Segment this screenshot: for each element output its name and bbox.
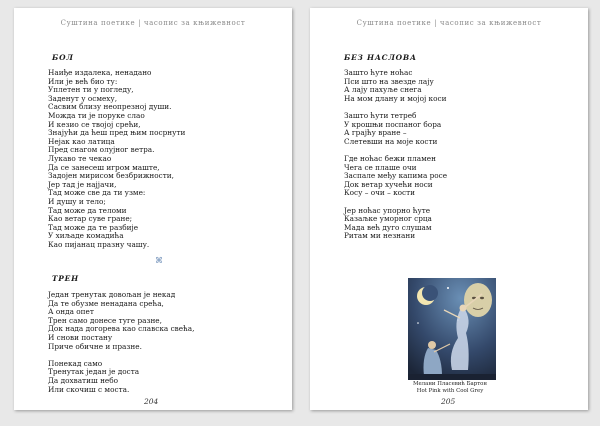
poem-verse bbox=[48, 291, 194, 394]
running-header: Суштина поетике | часопис за књижевност bbox=[356, 19, 542, 27]
verse-line: Можда ти је поруке слао bbox=[48, 110, 145, 120]
verse-line: Пред снагом олујног ветра. bbox=[48, 145, 155, 155]
poem-title: БОЛ bbox=[52, 53, 74, 62]
running-header: Суштина поетике | часопис за књижевност bbox=[60, 19, 246, 27]
verse-line: А онда опет bbox=[48, 307, 94, 317]
verse-line: У крошњи поспаног бора bbox=[344, 119, 442, 129]
verse-line: Заденут у осмеху, bbox=[48, 93, 118, 103]
verse-line: Или је већ био ту: bbox=[48, 76, 118, 86]
left-page bbox=[14, 8, 292, 410]
verse-line: А лају пахуље снега bbox=[344, 85, 422, 95]
verse-line: Јер тад је најјачи, bbox=[48, 179, 117, 189]
verse-line: Казаљке уморног срца bbox=[344, 214, 432, 224]
verse-line: Тренутак један је доста bbox=[48, 367, 140, 377]
verse-line: Лукаво те чекао bbox=[48, 153, 112, 163]
verse-line: Зашто ћути тетреб bbox=[344, 110, 417, 120]
verse-line: Знајући да ћеш пред њим посрнути bbox=[48, 128, 186, 138]
verse-line: Док нада догорева као славска свећа, bbox=[48, 324, 195, 334]
verse-line: Тад може све да ти узме: bbox=[48, 188, 146, 198]
poem-verse bbox=[344, 69, 447, 241]
verse-line: У хиљаде комадића bbox=[48, 231, 124, 241]
verse-line: Уплетен ти у погледу, bbox=[48, 85, 134, 95]
verse-line: Тад може да теломи bbox=[48, 205, 127, 215]
verse-line: Зашто ћуте ноћас bbox=[344, 68, 413, 77]
verse-line: Приче обичне и празне. bbox=[48, 341, 142, 351]
verse-line: И снови постану bbox=[48, 332, 113, 342]
verse-line: Слетевши на моје кости bbox=[344, 136, 438, 146]
caption-artist: Мелани Пласевић Бартон bbox=[412, 381, 488, 387]
right-page bbox=[310, 8, 588, 410]
verse-line: А грајћу вране – bbox=[344, 128, 407, 138]
page-number: 204 bbox=[144, 397, 159, 406]
verse-line: Мада већ дуго слушам bbox=[344, 222, 432, 232]
verse-line: Чега се плаше очи bbox=[344, 162, 417, 172]
verse-line: Тад може да те разбије bbox=[48, 222, 139, 232]
page-number: 205 bbox=[441, 397, 456, 406]
section-ornament: ⌘ bbox=[155, 256, 163, 265]
verse-line: Трен само донесе туге разне, bbox=[48, 315, 162, 325]
verse-line: Заспале међу капима росе bbox=[344, 171, 448, 181]
verse-line: Наиђе издалека, ненадано bbox=[48, 68, 152, 77]
verse-line: И кезио се твојој срећи, bbox=[48, 119, 141, 129]
caption-title: Hot Pink with Cool Grey bbox=[416, 388, 484, 394]
verse-line: Задојен мирисом безбрижности, bbox=[48, 171, 174, 181]
verse-line: Пси што на звезде лају bbox=[344, 76, 434, 86]
verse-line: Где ноћас бежи пламен bbox=[344, 153, 436, 163]
poem-verse bbox=[48, 69, 185, 249]
verse-line: Или скочиш с моста. bbox=[48, 384, 130, 394]
verse-line: Јер ноћас упорно ћуте bbox=[344, 205, 431, 215]
verse-line: Да се занесеш игром маште, bbox=[48, 162, 160, 172]
poem-title: ТРЕН bbox=[52, 274, 79, 283]
verse-line: Косу – очи – кости bbox=[344, 188, 416, 198]
verse-line: Нејак као латица bbox=[48, 136, 115, 146]
verse-line: Да дохватиш небо bbox=[48, 375, 119, 385]
verse-line: На мом длану и мојој коси bbox=[344, 93, 447, 103]
verse-line: Да те обузме ненадана срећа, bbox=[48, 298, 164, 308]
verse-line: Док ветар хучећи носи bbox=[344, 179, 433, 189]
verse-line: Као пијанац празну чашу. bbox=[48, 239, 150, 249]
poem-title: БЕЗ НАСЛОВА bbox=[344, 53, 417, 62]
artwork-caption bbox=[370, 381, 530, 395]
verse-line: Као ветар суве гране; bbox=[48, 214, 133, 224]
artwork-image bbox=[408, 278, 496, 380]
painting-illustration bbox=[408, 278, 496, 380]
verse-line: Сасвим близу неопрезној души. bbox=[48, 102, 172, 112]
verse-line: Ритам ми незнани bbox=[344, 231, 416, 241]
verse-line: Један тренутак довољан је некад bbox=[48, 290, 176, 299]
verse-line: И душу и тело; bbox=[48, 196, 106, 206]
verse-line: Понекад само bbox=[48, 358, 103, 368]
